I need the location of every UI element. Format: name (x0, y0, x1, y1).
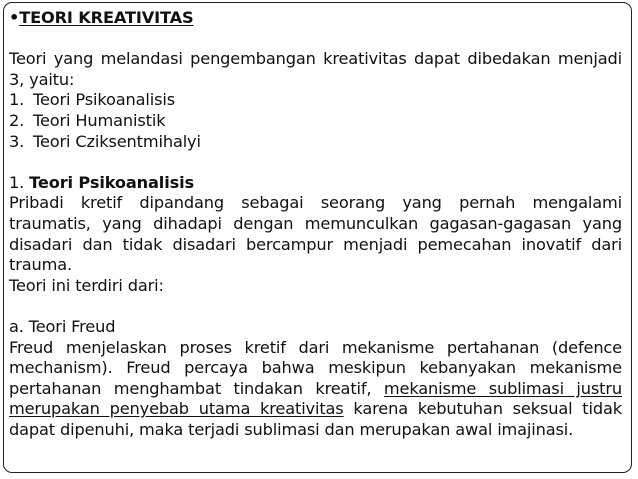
section-heading (9, 173, 622, 194)
section-number: 1. (9, 172, 25, 192)
list-item (9, 111, 622, 132)
bullet-icon: • (9, 8, 20, 27)
list-number: 1. (9, 90, 25, 110)
freud-body-end: karena kebutuhan seksual tidak dapat dipenuhi, maka terjadi sublimasi dan merupakan awal imajinasi. (9, 399, 622, 439)
spacer (9, 29, 622, 50)
freud-title: a. Teori Freud (9, 316, 116, 336)
list-item (9, 90, 622, 111)
list-label: Teori Psikoanalisis (33, 90, 176, 110)
spacer (9, 152, 622, 173)
list-item (9, 132, 622, 153)
slide-content (9, 8, 622, 440)
theory-list (9, 90, 622, 152)
list-label: Teori Humanistik (33, 110, 166, 130)
heading-title: TEORI KREATIVITAS (19, 8, 194, 27)
section-title: Teori Psikoanalisis (29, 172, 194, 192)
list-number: 2. (9, 110, 25, 130)
slide-heading (9, 8, 622, 29)
section-consists-text: Teori ini terdiri dari: (9, 275, 164, 295)
freud-body-text: Freud menjelaskan proses kretif dari mekanisme pertahanan (defence mechanism). Freud percaya bahwa meskipun kebanyakan mekanisme pertahanan menghambat tindakan kreatif, (9, 337, 622, 398)
section-body: Pribadi kretif dipandang sebagai seorang yang pernah mengalami traumatis, yang dihadapi dengan memunculkan gagasan-gagasan yang disadari dan tidak disadari bercampur menjadi pemecahan inovatif dari trauma. (9, 193, 622, 275)
intro-text: Teori yang melandasi pengembangan kreativitas dapat dibedakan menjadi 3, yaitu: (9, 49, 622, 89)
freud-highlight-text: mekanisme sublimasi justru merupakan penyebab utama kreativitas (9, 378, 622, 419)
spacer (9, 296, 622, 317)
freud-body (9, 338, 622, 441)
list-label: Teori Cziksentmihalyi (33, 131, 201, 151)
list-number: 3. (9, 131, 25, 151)
